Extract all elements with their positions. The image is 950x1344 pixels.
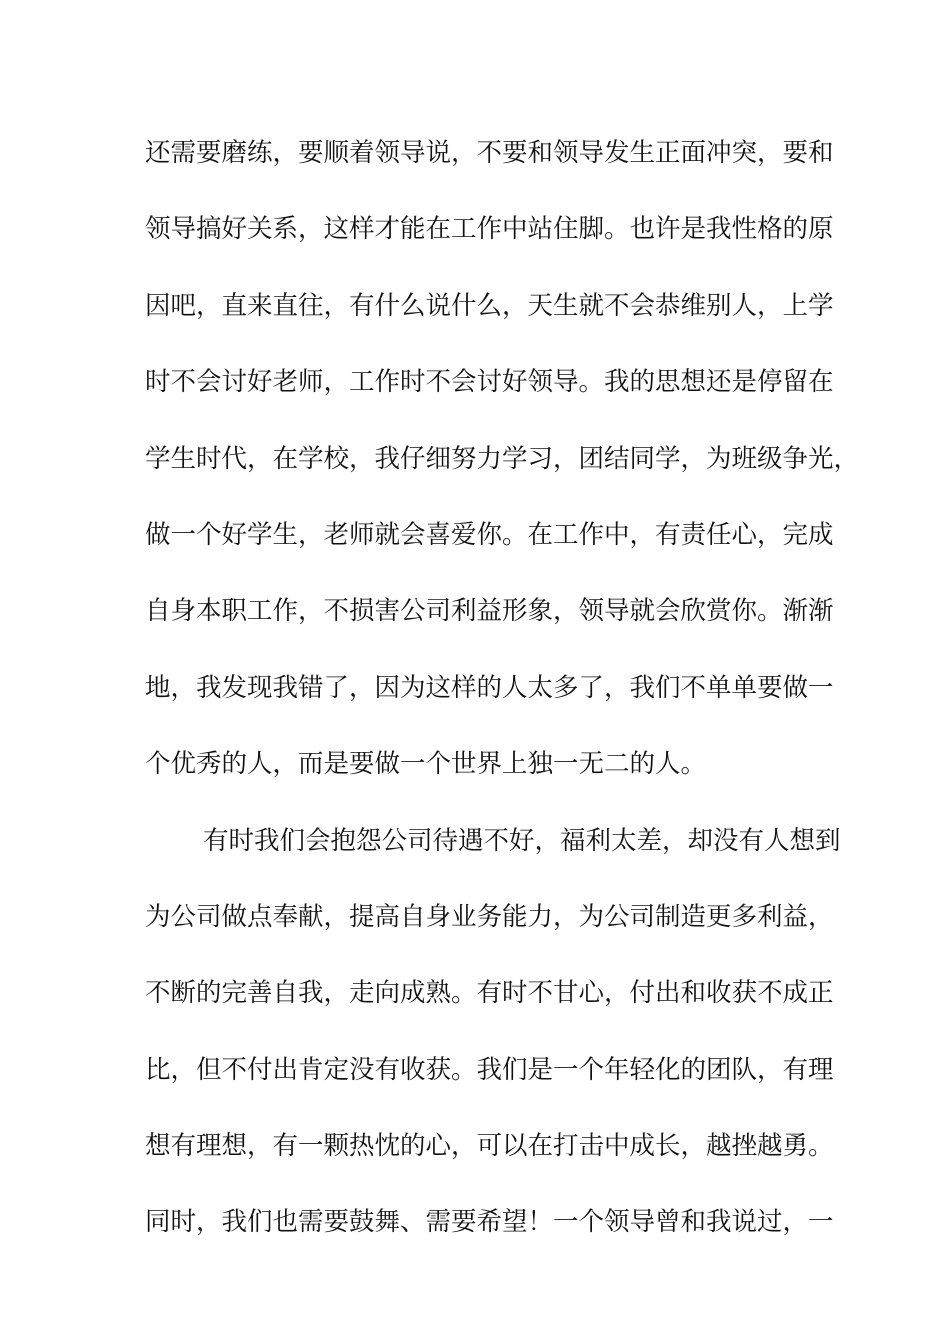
- text-line: 想有理想，有一颗热忱的心，可以在打击中成长，越挫越勇。: [145, 1131, 834, 1162]
- text-line: 自身本职工作，不损害公司利益形象，领导就会欣赏你。渐渐: [145, 596, 834, 627]
- text-line: 地，我发现我错了，因为这样的人太多了，我们不单单要做一: [145, 672, 834, 703]
- text-line: 同时，我们也需要鼓舞、需要希望！一个领导曾和我说过，一: [145, 1207, 834, 1238]
- text-line: 个优秀的人，而是要做一个世界上独一无二的人。: [145, 749, 707, 780]
- text-line: 还需要磨练，要顺着领导说，不要和领导发生正面冲突，要和: [145, 138, 834, 168]
- text-line: 因吧，直来直往，有什么说什么，天生就不会恭维别人，上学: [145, 290, 834, 321]
- text-line: 不断的完善自我，走向成熟。有时不甘心，付出和收获不成正: [145, 978, 834, 1009]
- paragraph-start-line: 有时我们会抱怨公司待遇不好，福利太差，却没有人想到: [203, 825, 841, 856]
- text-line: 比，但不付出肯定没有收获。我们是一个年轻化的团队，有理: [145, 1054, 834, 1085]
- text-line: 时不会讨好老师，工作时不会讨好领导。我的思想还是停留在: [145, 367, 834, 398]
- text-line: 为公司做点奉献，提高自身业务能力，为公司制造更多利益，: [145, 901, 834, 932]
- text-line: 领导搞好关系，这样才能在工作中站住脚。也许是我性格的原: [145, 214, 834, 245]
- text-line: 学生时代，在学校，我仔细努力学习，团结同学，为班级争光，: [145, 443, 860, 474]
- body-text: [145, 133, 860, 1279]
- text-line: 做一个好学生，老师就会喜爱你。在工作中，有责任心，完成: [145, 519, 834, 550]
